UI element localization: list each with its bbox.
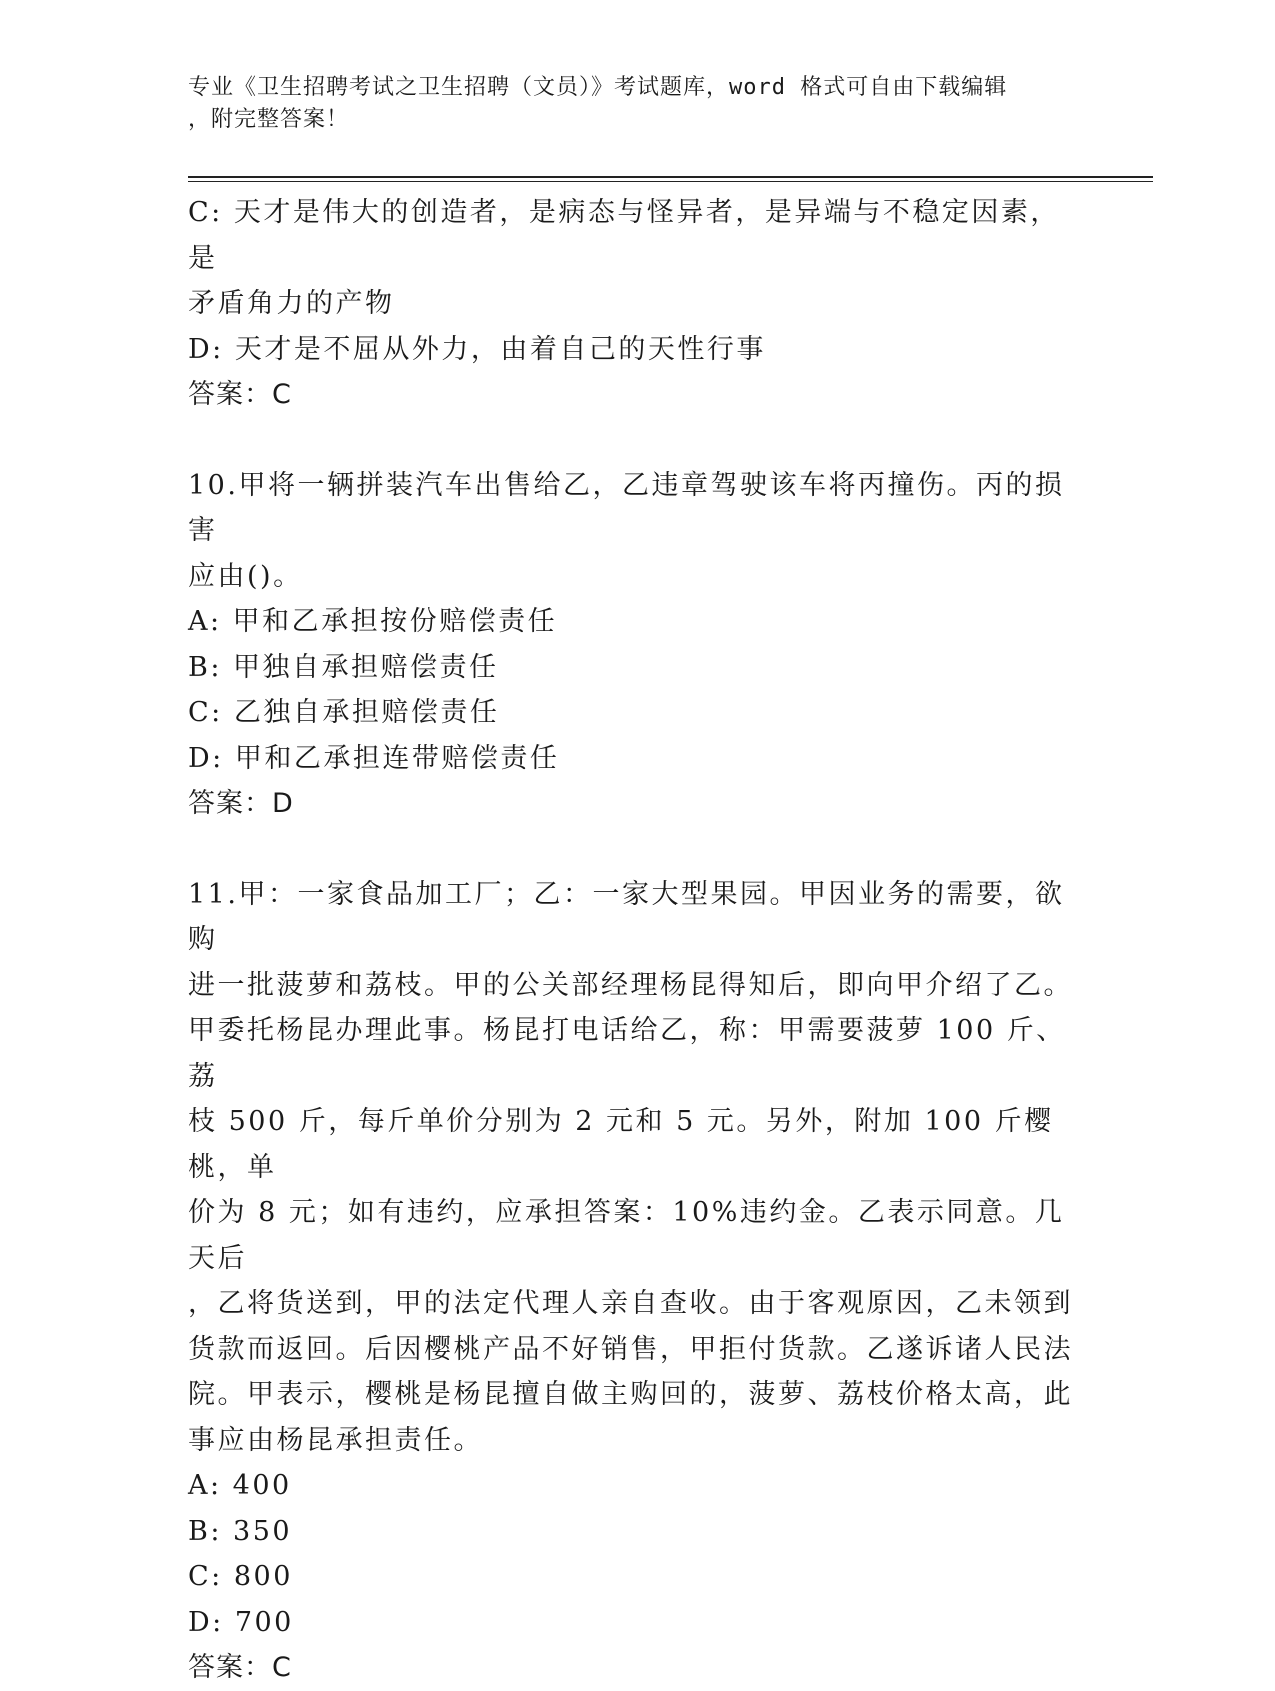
question-stem-line-5: 价为 8 元；如有违约，应承担答案：10%违约金。乙表示同意。几天后 — [188, 1197, 1065, 1274]
spacer — [188, 418, 1088, 463]
question-11 — [188, 872, 1088, 1691]
option-c-line-1: C: 天才是伟大的创造者，是病态与怪异者，是异端与不稳定因素，是 — [188, 197, 1060, 274]
option-d: D: 天才是不屈从外力，由着自己的天性行事 — [188, 333, 766, 365]
option-d: D: 甲和乙承担连带赔偿责任 — [188, 742, 560, 774]
question-9-tail — [188, 190, 1088, 418]
option-b: B: 甲独自承担赔偿责任 — [188, 651, 499, 683]
question-stem-line-7: 货款而返回。后因樱桃产品不好销售，甲拒付货款。乙遂诉诸人民法 — [188, 1333, 1073, 1365]
spacer — [188, 827, 1088, 872]
question-stem-line-9: 事应由杨昆承担责任。 — [188, 1424, 483, 1456]
question-stem-line-2: 应由()。 — [188, 560, 303, 592]
option-d: D: 700 — [188, 1606, 294, 1638]
document-body — [188, 190, 1088, 1691]
question-stem-line-8: 院。甲表示，樱桃是杨昆擅自做主购回的，菠萝、荔枝价格太高，此 — [188, 1379, 1073, 1410]
header-line-2: ，附完整答案！ — [188, 107, 350, 132]
question-stem-line-3: 甲委托杨昆办理此事。杨昆打电话给乙，称：甲需要菠萝 100 斤、荔 — [188, 1015, 1066, 1092]
document-header — [188, 72, 1068, 136]
question-stem-line-2: 进一批菠萝和荔枝。甲的公关部经理杨昆得知后，即向甲介绍了乙。 — [188, 969, 1073, 1001]
question-stem-line-1: 11.甲：一家食品加工厂；乙：一家大型果园。甲因业务的需要，欲购 — [188, 878, 1065, 955]
header-line-1: 专业《卫生招聘考试之卫生招聘（文员）》考试题库，word 格式可自由下载编辑 — [188, 75, 1008, 100]
question-10 — [188, 463, 1088, 827]
answer: 答案：C — [188, 379, 292, 410]
option-c-line-2: 矛盾角力的产物 — [188, 288, 395, 319]
option-c: C: 乙独自承担赔偿责任 — [188, 697, 500, 728]
header-divider-thin — [188, 181, 1153, 182]
question-stem-line-6: ，乙将货送到，甲的法定代理人亲自查收。由于客观原因，乙未领到 — [188, 1288, 1073, 1319]
header-divider-thick — [188, 176, 1153, 178]
answer: 答案：D — [188, 788, 294, 819]
question-stem-line-1: 10.甲将一辆拼装汽车出售给乙，乙违章驾驶该车将丙撞伤。丙的损害 — [188, 469, 1065, 546]
answer: 答案：C — [188, 1652, 292, 1683]
option-a: A: 甲和乙承担按份赔偿责任 — [188, 606, 558, 637]
question-stem-line-4: 枝 500 斤，每斤单价分别为 2 元和 5 元。另外，附加 100 斤樱桃，单 — [188, 1106, 1054, 1183]
option-a: A: 400 — [188, 1470, 292, 1501]
option-b: B: 350 — [188, 1515, 293, 1547]
option-c: C: 800 — [188, 1561, 293, 1592]
